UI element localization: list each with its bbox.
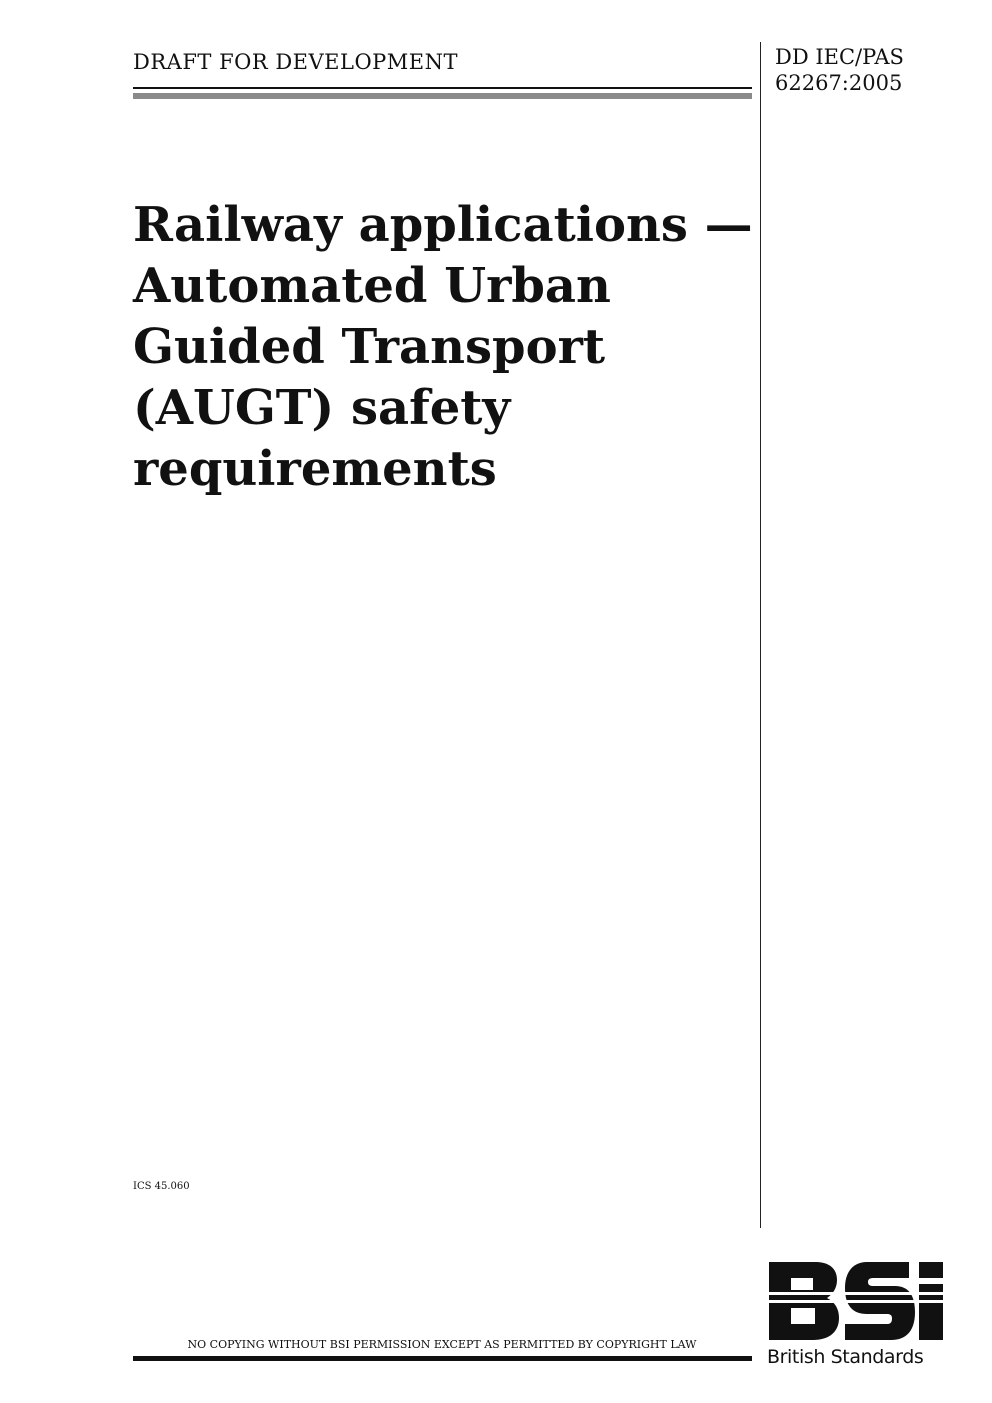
title-line-3: Guided Transport (133, 319, 606, 375)
designation-line-2: 62267:2005 (775, 71, 903, 95)
header-rule-thin (133, 87, 752, 89)
designation-line-1: DD IEC/PAS (775, 45, 904, 69)
header-rule-thick (133, 93, 752, 99)
category-label: DRAFT FOR DEVELOPMENT (133, 50, 459, 74)
footer-rule (133, 1356, 752, 1361)
title-line-1: Railway applications — (133, 197, 753, 253)
bsi-logo-text: British Standards (767, 1346, 924, 1368)
copyright-notice: NO COPYING WITHOUT BSI PERMISSION EXCEPT AS PERMITTED BY COPYRIGHT LAW (187, 1338, 697, 1351)
title-line-2: Automated Urban (133, 258, 611, 314)
ics-code: ICS 45.060 (133, 1181, 190, 1192)
title-line-5: requirements (133, 441, 497, 497)
document-title (133, 195, 753, 500)
title-line-4: (AUGT) safety (133, 380, 511, 436)
vertical-divider (760, 42, 761, 1228)
bsi-logo-mark (767, 1260, 945, 1342)
bsi-logo (767, 1260, 947, 1368)
document-designation (775, 44, 904, 96)
